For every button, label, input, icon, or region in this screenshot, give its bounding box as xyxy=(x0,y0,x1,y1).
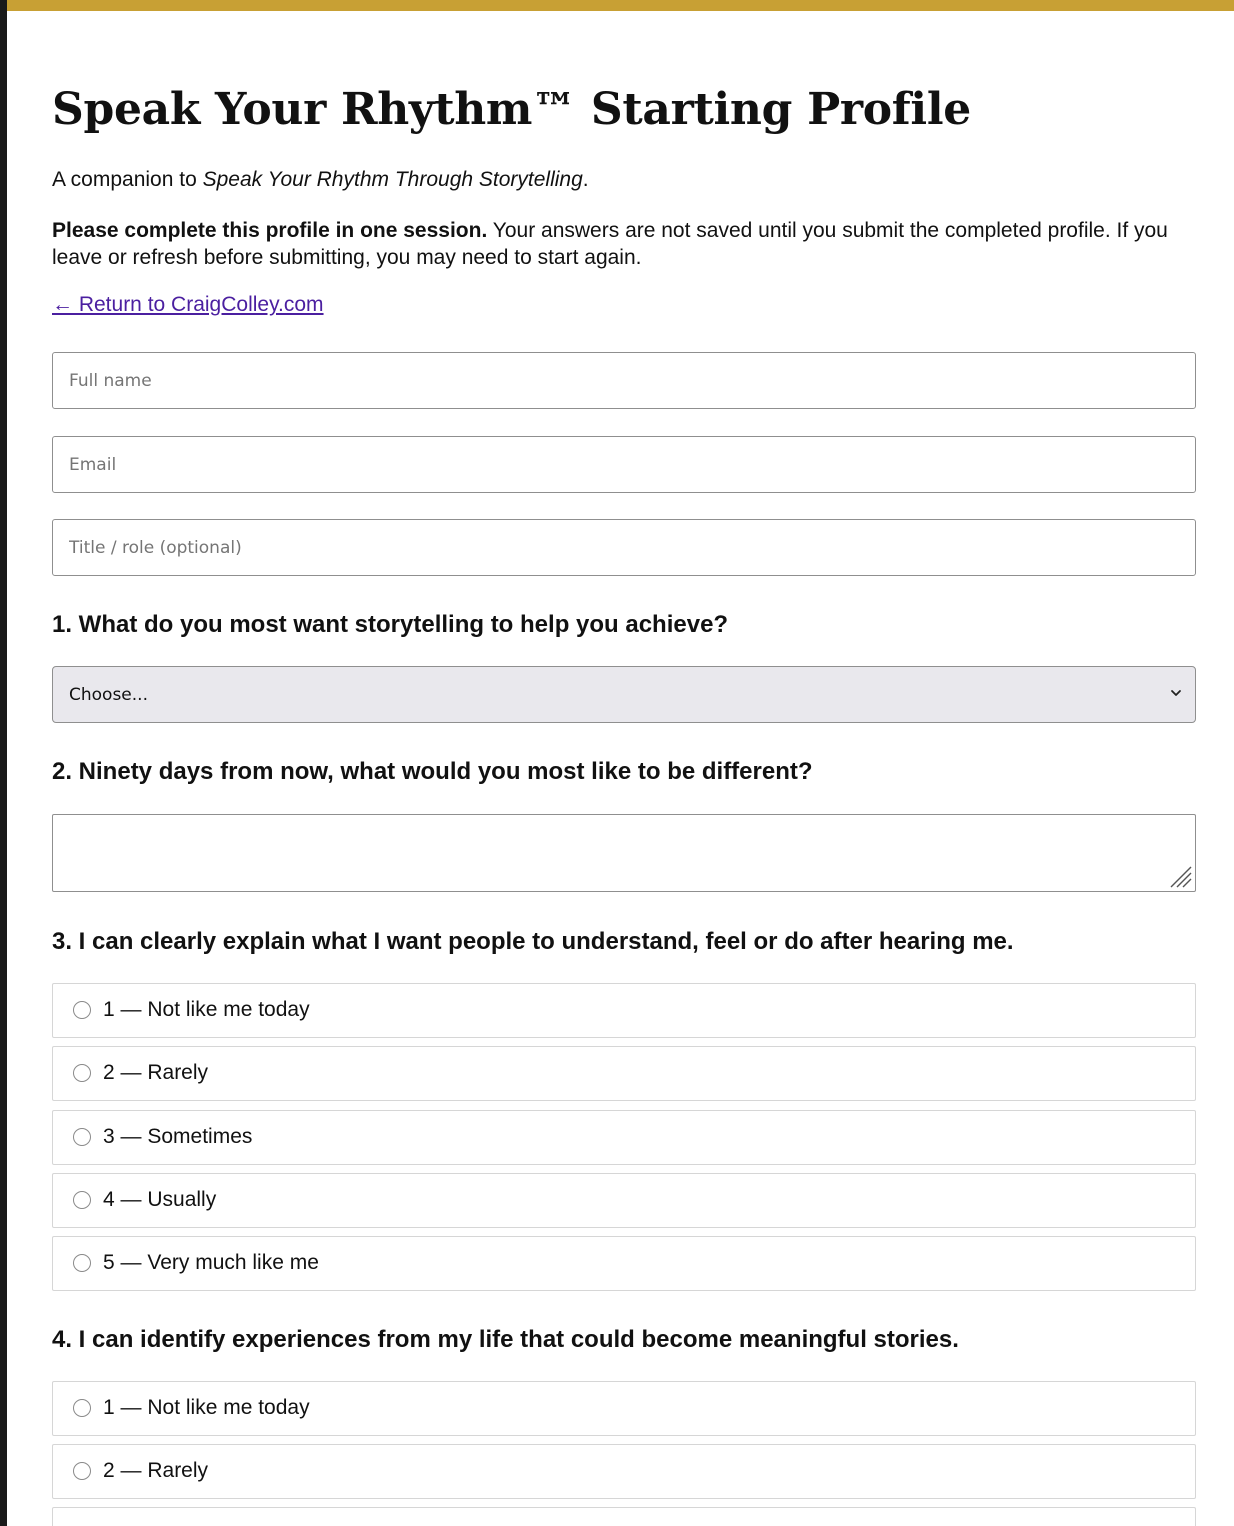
radio-button-icon[interactable] xyxy=(73,1462,91,1480)
q3-option-2[interactable] xyxy=(52,1046,1196,1101)
full-name-input[interactable] xyxy=(52,352,1196,409)
question-1-label: 1. What do you most want storytelling to help you achieve? xyxy=(52,611,729,638)
q3-option-2-label: 2 — Rarely xyxy=(103,1061,209,1084)
q4-option-2[interactable] xyxy=(52,1444,1196,1499)
title-role-input[interactable] xyxy=(52,519,1196,576)
top-accent-bar xyxy=(7,0,1234,11)
goal-select[interactable] xyxy=(52,666,1196,723)
q4-option-1-label: 1 — Not like me today xyxy=(103,1396,310,1419)
resize-grip-icon[interactable] xyxy=(1167,863,1193,889)
session-notice-text: Your answers are not saved until you submit the completed profile. If you leave or refresh before submitting, you may need to start again. xyxy=(52,219,1168,269)
page-subtitle xyxy=(52,168,589,192)
question-2-label: 2. Ninety days from now, what would you most like to be different? xyxy=(52,758,813,785)
radio-button-icon[interactable] xyxy=(73,1254,91,1272)
q3-option-1[interactable] xyxy=(52,983,1196,1038)
radio-button-icon[interactable] xyxy=(73,1001,91,1019)
q4-option-1[interactable] xyxy=(52,1381,1196,1436)
radio-button-icon[interactable] xyxy=(73,1191,91,1209)
ninety-days-textarea[interactable] xyxy=(52,814,1196,892)
session-notice-bold: Please complete this profile in one session. xyxy=(52,219,488,242)
q3-option-5[interactable] xyxy=(52,1236,1196,1291)
subtitle-suffix: . xyxy=(582,168,589,191)
q3-option-3-label: 3 — Sometimes xyxy=(103,1125,253,1148)
book-title: Speak Your Rhythm Through Storytelling xyxy=(202,168,583,191)
q3-option-5-label: 5 — Very much like me xyxy=(103,1251,319,1274)
question-3-label: 3. I can clearly explain what I want people to understand, feel or do after hearing me. xyxy=(52,928,1014,955)
q3-option-4-label: 4 — Usually xyxy=(103,1188,217,1211)
email-input[interactable] xyxy=(52,436,1196,493)
session-notice xyxy=(52,217,1196,271)
page-title: Speak Your Rhythm™ Starting Profile xyxy=(52,84,971,135)
chevron-down-icon xyxy=(1169,686,1183,700)
subtitle-prefix: A companion to xyxy=(52,168,203,191)
radio-button-icon[interactable] xyxy=(73,1399,91,1417)
q3-option-4[interactable] xyxy=(52,1173,1196,1228)
question-4-label: 4. I can identify experiences from my life that could become meaningful stories. xyxy=(52,1326,959,1353)
radio-button-icon[interactable] xyxy=(73,1064,91,1082)
q4-option-3[interactable] xyxy=(52,1507,1196,1526)
q3-option-1-label: 1 — Not like me today xyxy=(103,998,310,1021)
return-link[interactable]: ← Return to CraigColley.com xyxy=(52,293,324,316)
q4-option-2-label: 2 — Rarely xyxy=(103,1459,209,1482)
goal-select-value: Choose... xyxy=(69,685,148,705)
q3-option-3[interactable] xyxy=(52,1110,1196,1165)
left-edge-bar xyxy=(0,0,7,1526)
radio-button-icon[interactable] xyxy=(73,1128,91,1146)
